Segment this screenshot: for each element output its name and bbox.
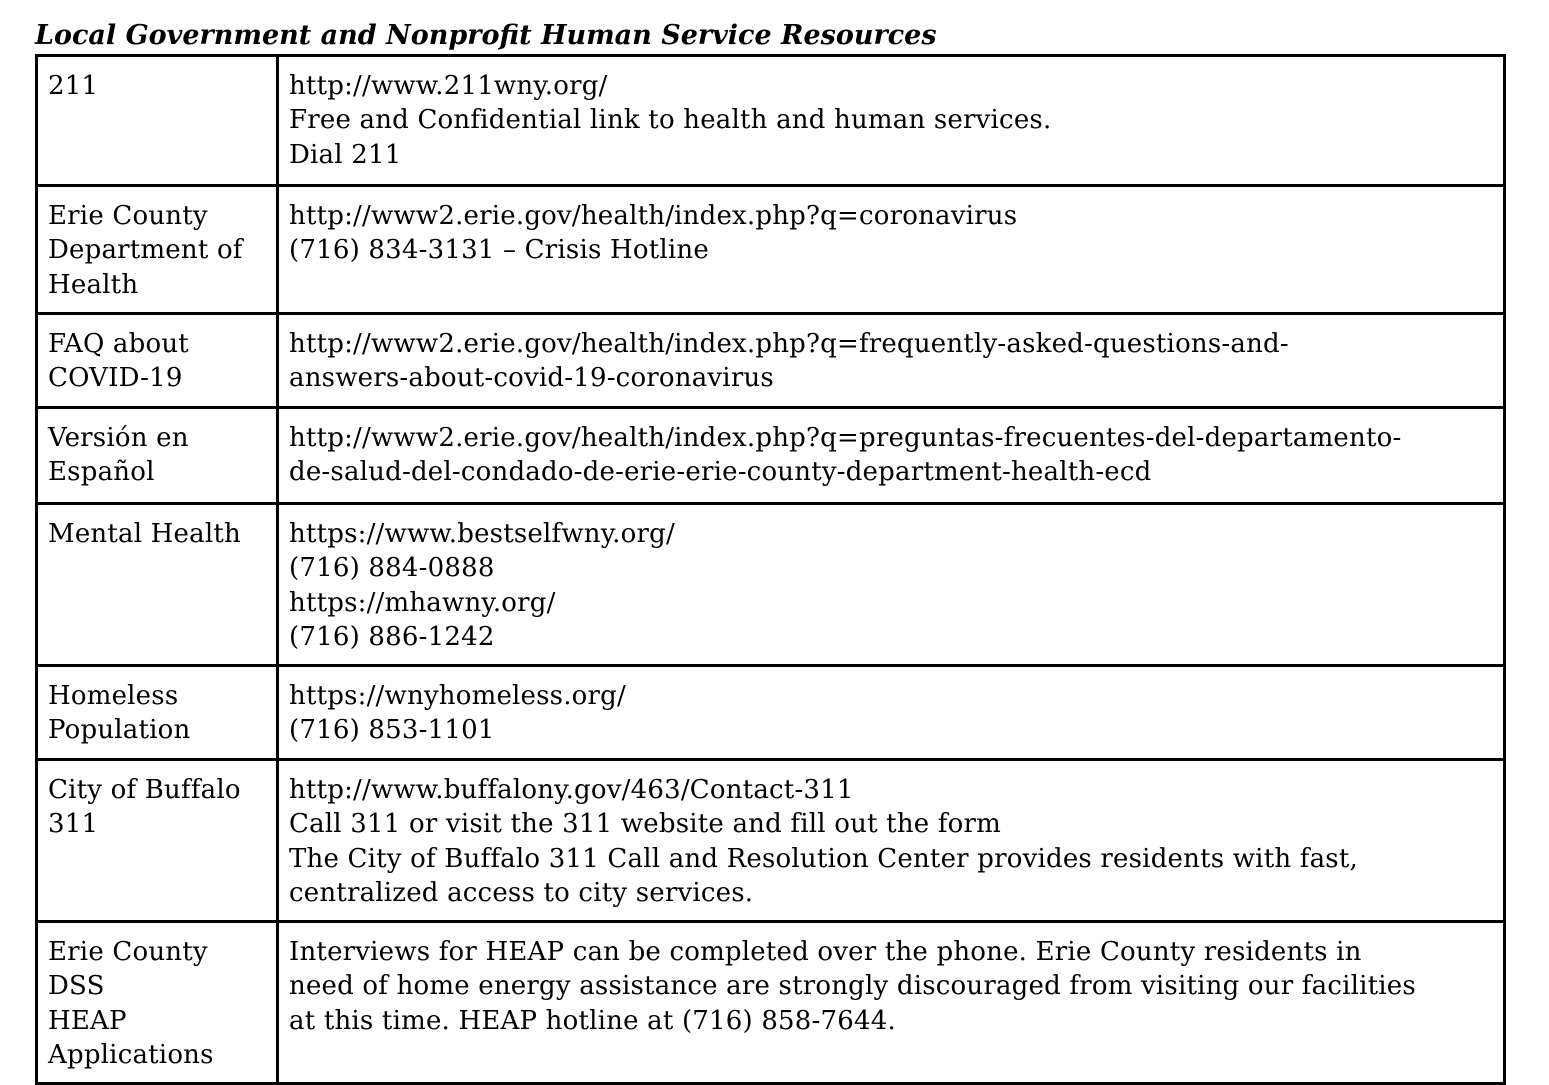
resource-link[interactable]: http://www.buffalony.gov/463/Contact-311 — [289, 775, 854, 805]
resource-info-line: at this time. HEAP hotline at (716) 858-7644. — [289, 1005, 896, 1036]
resource-link[interactable]: https://www.bestselfwny.org/ — [289, 519, 675, 549]
resource-name-line: City of Buffalo — [48, 775, 241, 805]
resource-link-continued[interactable]: answers-about-covid-19-coronavirus — [289, 363, 774, 394]
resource-name-line: 211 — [48, 71, 99, 101]
table-row — [37, 760, 1505, 922]
resource-info-cell — [278, 314, 1505, 408]
resource-phone: (716) 884-0888 — [289, 553, 495, 584]
table-row — [37, 56, 1505, 186]
resource-info-cell — [278, 186, 1505, 314]
resource-name-line: COVID-19 — [48, 363, 183, 394]
resource-info-line: Call 311 or visit the 311 website and fill out the form — [289, 809, 1001, 840]
resource-info-cell — [278, 666, 1505, 760]
resource-info-cell — [278, 504, 1505, 666]
resource-name-line: Erie County — [48, 937, 208, 967]
table-row — [37, 186, 1505, 314]
resource-info-line: centralized access to city services. — [289, 877, 754, 908]
resource-name-cell — [37, 408, 278, 504]
resource-name-line: Health — [48, 269, 139, 300]
resource-info-line: Interviews for HEAP can be completed over the phone. Erie County residents in — [289, 937, 1362, 967]
resource-name-line: Mental Health — [48, 519, 241, 549]
resource-link[interactable]: https://wnyhomeless.org/ — [289, 681, 626, 711]
resource-link[interactable]: http://www2.erie.gov/health/index.php?q=coronavirus — [289, 201, 1018, 231]
resource-name-line: Homeless — [48, 681, 179, 711]
table-row — [37, 922, 1505, 1084]
resource-name-cell — [37, 760, 278, 922]
resource-name-cell — [37, 922, 278, 1084]
resource-name-line: Department of — [48, 235, 243, 266]
resource-info-cell — [278, 408, 1505, 504]
resource-name-line: Erie County — [48, 201, 208, 231]
resource-info-line: The City of Buffalo 311 Call and Resolution Center provides residents with fast, — [289, 843, 1358, 874]
resource-name-cell — [37, 504, 278, 666]
resource-name-cell — [37, 314, 278, 408]
resource-phone: (716) 886-1242 — [289, 621, 495, 652]
resource-name-line: Español — [48, 457, 155, 488]
resource-name-line: HEAP — [48, 1005, 127, 1036]
resource-info-line: Free and Confidential link to health and human services. — [289, 105, 1052, 136]
resource-phone: (716) 834-3131 – Crisis Hotline — [289, 235, 709, 266]
table-row — [37, 666, 1505, 760]
document-title: Local Government and Nonprofit Human Service Resources — [35, 20, 937, 51]
resource-phone: (716) 853-1101 — [289, 715, 495, 746]
resource-name-cell — [37, 666, 278, 760]
resource-info-line: Dial 211 — [289, 139, 402, 170]
resource-name-line: Applications — [48, 1039, 214, 1070]
resource-name-cell — [37, 56, 278, 186]
resource-info-cell — [278, 56, 1505, 186]
resource-name-line: Population — [48, 715, 191, 746]
resources-table — [35, 54, 1506, 1085]
resource-name-cell — [37, 186, 278, 314]
resource-link[interactable]: http://www.211wny.org/ — [289, 71, 608, 101]
resource-name-line: Versión en — [48, 423, 189, 453]
resource-info-line: need of home energy assistance are strongly discouraged from visiting our facilities — [289, 971, 1416, 1002]
resource-link-continued[interactable]: de-salud-del-condado-de-erie-erie-county-department-health-ecd — [289, 457, 1152, 488]
table-row — [37, 504, 1505, 666]
resource-link[interactable]: http://www2.erie.gov/health/index.php?q=preguntas-frecuentes-del-departamento- — [289, 423, 1402, 453]
table-row — [37, 314, 1505, 408]
resource-link[interactable]: http://www2.erie.gov/health/index.php?q=frequently-asked-questions-and- — [289, 329, 1289, 359]
resource-link[interactable]: https://mhawny.org/ — [289, 587, 556, 618]
resource-info-cell — [278, 760, 1505, 922]
resource-name-line: FAQ about — [48, 329, 189, 359]
resource-info-cell — [278, 922, 1505, 1084]
resource-name-line: 311 — [48, 809, 99, 840]
resource-name-line: DSS — [48, 971, 105, 1002]
table-row — [37, 408, 1505, 504]
